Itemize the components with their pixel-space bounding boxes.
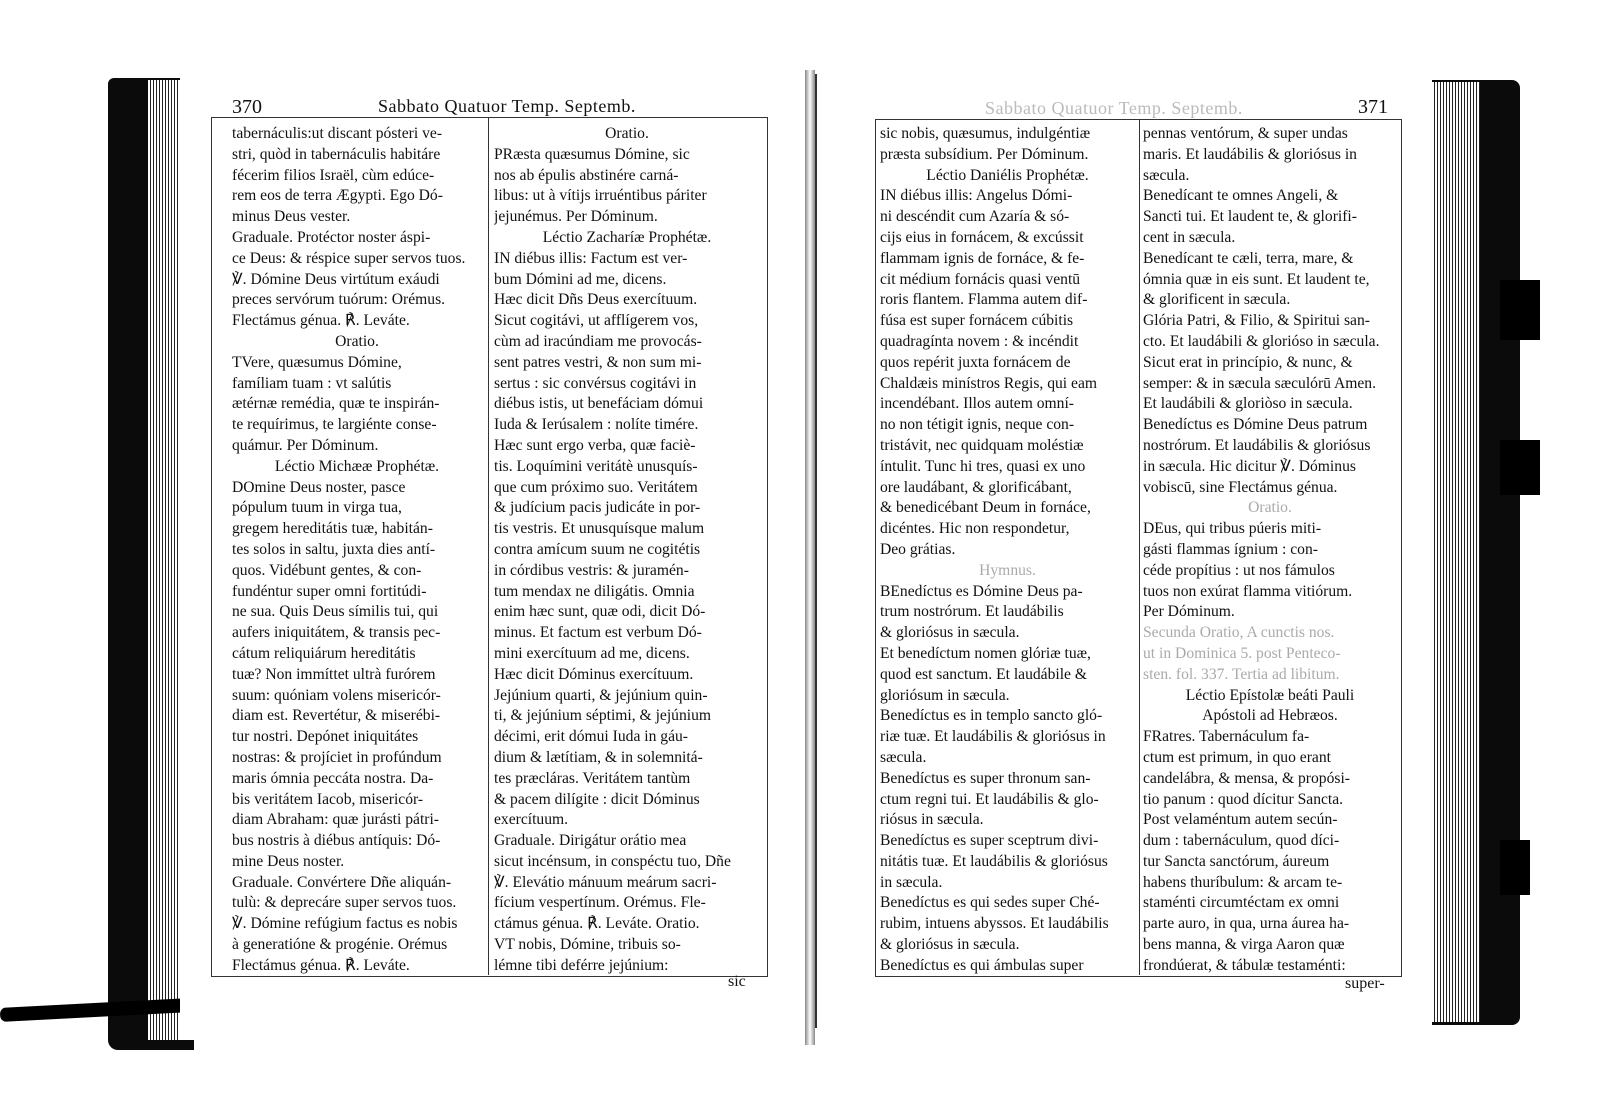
text-line: Post velaméntum autem secún-: [1143, 811, 1338, 829]
text-line: Oratio.: [605, 125, 649, 142]
left-page-column-1: [232, 124, 482, 977]
text-line: Graduale. Dirigátur orátio mea: [494, 832, 687, 850]
text-line: habens thuríbulum: & arcam te-: [1143, 873, 1343, 891]
text-line: ℣. Dómine refúgium factus es nobis: [232, 915, 458, 933]
text-line: Et laudábili & gloriòso in sæcula.: [1143, 395, 1353, 413]
text-line: bis veritátem Iacob, misericór-: [232, 790, 424, 808]
text-line: semper: & in sæcula sæculórū Amen.: [1143, 374, 1377, 392]
text-line: maris ómnia peccáta nostra. Da-: [232, 769, 434, 787]
bookmark-tab: [1500, 440, 1540, 495]
text-line: diébus istis, ut benefáciam dómui: [494, 395, 704, 413]
text-line: cent in sæcula.: [1143, 228, 1236, 246]
text-line: sent patres vestri, & non sum mi-: [494, 353, 702, 371]
text-line: & benedicébant Deum in fornáce,: [880, 499, 1091, 517]
bookmark-tab: [1500, 280, 1540, 340]
text-line: bus nostris à diébus antíquis: Dó-: [232, 832, 441, 850]
text-line: & gloriósus in sæcula.: [880, 936, 1020, 954]
text-line: Iuda & Ierúsalem : nolíte timére.: [494, 416, 699, 434]
catchword-right: super-: [1345, 975, 1385, 992]
text-line: Sancti tui. Et laudent te, & glorifi-: [1143, 208, 1357, 226]
text-line: nostrórum. Et laudábilis & gloriósus: [1143, 436, 1371, 454]
text-line: IN diébus illis: Angelus Dómi-: [880, 187, 1073, 205]
text-line: Benedíctus es Dómine Deus patrum: [1143, 416, 1368, 434]
text-line: cùm ad iracúndiam me provocás-: [494, 332, 702, 350]
text-line: contra amícum suum ne cogitétis: [494, 540, 701, 558]
text-line: ce Deus: & réspice super servos tuos.: [232, 249, 466, 267]
text-line: Chaldæis minístros Regis, qui eam: [880, 374, 1098, 392]
text-line: Léctio Michææ Prophétæ.: [274, 457, 440, 475]
text-line: fícium vespertínum. Orémus. Fle-: [494, 894, 706, 912]
text-line: ctámus génua. ℟. Leváte. Oratio.: [494, 915, 700, 933]
text-line: BEnedíctus es Dómine Deus pa-: [880, 582, 1083, 600]
text-line: tabernáculis:ut discant pósteri ve-: [232, 125, 443, 142]
text-line: sicut incénsum, in conspéctu tuo, Dñe: [494, 852, 731, 870]
text-line: dicéntes. Hic non respondetur,: [880, 520, 1070, 538]
text-line: famíliam tuam : vt salútis: [232, 374, 392, 392]
text-line: quámur. Per Dóminum.: [232, 436, 379, 454]
text-line: enim hæc sunt, quæ odi, dicit Dó-: [494, 603, 706, 621]
right-page-column-1: [880, 124, 1135, 977]
text-line: Léctio Daniélis Prophétæ.: [926, 166, 1089, 184]
page-number-left: 370: [232, 96, 262, 118]
text-line: præsta subsídium. Per Dóminum.: [880, 145, 1089, 163]
text-line: Graduale. Convértere Dñe aliquán-: [232, 873, 452, 891]
text-line: ut in Dominica 5. post Penteco-: [1143, 644, 1341, 662]
text-line: incendébant. Illos autem omní-: [880, 395, 1075, 413]
text-line: tio panum : quod dícitur Sancta.: [1143, 790, 1344, 808]
text-line: mini exercítuum ad me, dicens.: [494, 644, 690, 662]
text-line: maris. Et laudábilis & gloriósus in: [1143, 145, 1357, 163]
text-line: ctum est primum, in quo erant: [1143, 748, 1331, 766]
text-line: tis. Loquímini veritátè unusquís-: [494, 457, 698, 475]
text-line: Flectámus génua. ℟. Leváte.: [232, 312, 410, 330]
text-line: Graduale. Protéctor noster áspi-: [232, 228, 431, 246]
text-line: parte auro, in qua, urna áurea ha-: [1143, 915, 1350, 933]
text-line: Oratio.: [1248, 499, 1292, 517]
text-line: FRatres. Tabernáculum fa-: [1143, 728, 1310, 746]
text-line: Per Dóminum.: [1143, 603, 1235, 621]
text-line: cátum reliquiárum hereditátis: [232, 644, 416, 662]
text-line: diam Abraham: quæ jurásti pátri-: [232, 811, 440, 829]
text-line: minus Deus vester.: [232, 208, 351, 226]
text-line: diam est. Revertétur, & miserébi-: [232, 707, 441, 725]
text-line: ctum regni tui. Et laudábilis & glo-: [880, 790, 1099, 808]
text-line: preces servórum tuórum: Orémus.: [232, 291, 446, 309]
text-line: frondúerat, & tábulæ testaménti:: [1143, 956, 1346, 974]
text-line: VT nobis, Dómine, tribuis so-: [494, 936, 681, 954]
text-line: quadragínta novem : & incéndit: [880, 332, 1079, 350]
text-line: te requírimus, te largiénte conse-: [232, 416, 437, 434]
text-line: candelábra, & mensa, & propósi-: [1143, 769, 1350, 787]
text-line: quos. Vidébunt gentes, & con-: [232, 561, 422, 579]
text-line: mine Deus noster.: [232, 852, 345, 870]
text-line: tur Sancta sanctórum, áureum: [1143, 852, 1330, 870]
text-line: ℣. Elevátio mánuum meárum sacri-: [494, 873, 717, 891]
text-line: & judícium pacis judicáte in por-: [494, 499, 701, 517]
text-line: sten. fol. 337. Tertia ad libitum.: [1143, 665, 1340, 683]
text-line: ætérnæ remédia, quæ te inspirán-: [232, 395, 440, 413]
text-line: in sæcula.: [880, 873, 943, 891]
text-line: tur nostri. Depónet iniquitátes: [232, 728, 419, 746]
text-line: Sicut erat in princípio, & nunc, &: [1143, 353, 1353, 371]
text-line: nitátis tuæ. Et laudábilis & gloriósus: [880, 852, 1108, 870]
text-line: que cum próximo suo. Veritátem: [494, 478, 698, 496]
text-line: Léctio Zacharíæ Prophétæ.: [542, 228, 712, 246]
right-page-column-2: [1143, 124, 1397, 977]
column-rule-right: [1139, 119, 1140, 975]
text-line: riæ tuæ. Et laudábilis & gloriósus in: [880, 728, 1106, 746]
text-line: nos ab épulis abstinére carná-: [494, 166, 679, 184]
text-line: PRæsta quæsumus Dómine, sic: [494, 145, 690, 163]
text-line: Benedíctus es qui sedes super Ché-: [880, 894, 1100, 912]
text-line: exercítuum.: [494, 811, 569, 829]
text-line: rubim, intuens abyssos. Et laudábilis: [880, 915, 1109, 933]
text-line: ti, & jejúnium séptimi, & jejúnium: [494, 707, 712, 725]
text-line: & glorificent in sæcula.: [1143, 291, 1291, 309]
text-line: ómnia quæ in eis sunt. Et laudent te,: [1143, 270, 1370, 288]
text-line: Hæc sunt ergo verba, quæ faciè-: [494, 436, 696, 454]
text-line: Secunda Oratio, A cunctis nos.: [1143, 624, 1335, 642]
text-line: sæcula.: [880, 748, 927, 766]
book-gutter: [805, 70, 815, 1045]
text-line: stri, quòd in tabernáculis habitáre: [232, 145, 441, 163]
text-line: roris flantem. Flamma autem dif-: [880, 291, 1088, 309]
text-line: cit médium fornácis quasi ventū: [880, 270, 1081, 288]
text-line: quos repérit juxta fornácem de: [880, 353, 1071, 371]
text-line: & gloriósus in sæcula.: [880, 624, 1020, 642]
text-line: Léctio Epístolæ beáti Pauli: [1185, 686, 1355, 704]
text-line: ore laudábant, & glorificábant,: [880, 478, 1072, 496]
text-line: Benedícant te cæli, terra, mare, &: [1143, 249, 1354, 267]
text-line: no non tétigit ignis, neque con-: [880, 416, 1075, 434]
running-head-right: Sabbato Quatuor Temp. Septemb.: [985, 98, 1243, 118]
text-line: cijs eius in fornácem, & excússit: [880, 228, 1084, 246]
text-line: DEus, qui tribus púeris miti-: [1143, 520, 1322, 538]
text-line: tis vestris. Et unusquísque malum: [494, 520, 705, 538]
text-line: Oratio.: [335, 332, 379, 350]
text-line: tuos non exúrat flamma vitiórum.: [1143, 582, 1353, 600]
text-line: Hæc dicit Dóminus exercítuum.: [494, 665, 694, 683]
text-line: libus: ut à vítijs irruéntibus páriter: [494, 187, 707, 205]
text-line: DOmine Deus noster, pasce: [232, 478, 406, 496]
text-line: staménti circumtéctam ex omni: [1143, 894, 1340, 912]
text-line: aufers iniquitátem, & transis pec-: [232, 624, 441, 642]
catchword-left: sic: [728, 973, 746, 990]
text-line: trum nostrórum. Et laudábilis: [880, 603, 1064, 621]
text-line: Benedíctus es super sceptrum divi-: [880, 832, 1099, 850]
text-line: Deo grátias.: [880, 540, 956, 558]
text-line: quod est sanctum. Et laudábile &: [880, 665, 1088, 683]
page-number-right: 371: [1358, 96, 1388, 118]
text-line: in sæcula. Hic dicitur ℣. Dóminus: [1143, 457, 1356, 475]
left-page-column-2: [494, 124, 760, 977]
text-line: Benedíctus es qui ámbulas super: [880, 956, 1084, 974]
text-line: pennas ventórum, & super undas: [1143, 125, 1348, 142]
column-rule-left: [488, 117, 489, 975]
running-head-left: Sabbato Quatuor Temp. Septemb.: [378, 96, 636, 116]
text-line: sæcula.: [1143, 166, 1190, 184]
bookmark-tab: [1500, 840, 1530, 895]
text-line: in córdibus vestris: & juramén-: [494, 561, 689, 579]
text-line: vobiscū, sine Flectámus génua.: [1143, 478, 1338, 496]
text-line: cto. Et laudábili & glorióso in sæcula.: [1143, 332, 1380, 350]
text-line: fúsa est super fornácem cúbitis: [880, 312, 1074, 330]
text-line: flammam ignis de fornáce, & fe-: [880, 249, 1085, 267]
text-line: tristávit, nec quidquam moléstiæ: [880, 436, 1084, 454]
text-line: tes solos in saltu, juxta dies antí-: [232, 540, 436, 558]
text-line: Benedíctus es in templo sancto gló-: [880, 707, 1103, 725]
text-line: ℣. Dómine Deus virtútum exáudi: [232, 270, 440, 288]
text-line: Benedícant te omnes Angeli, &: [1143, 187, 1339, 205]
text-line: céde propítius : ut nos fámulos: [1143, 561, 1335, 579]
text-line: Glória Patri, & Filio, & Spiritui san-: [1143, 312, 1370, 330]
text-line: à generatióne & progénie. Orémus: [232, 936, 448, 954]
text-line: gloriósum in sæcula.: [880, 686, 1010, 704]
text-line: ni descéndit cum Azaría & só-: [880, 208, 1070, 226]
text-line: Flectámus génua. ℟. Leváte.: [232, 956, 410, 974]
text-line: tum mendax ne diligátis. Omnia: [494, 582, 695, 600]
text-line: IN diébus illis: Factum est ver-: [494, 249, 688, 267]
text-line: riósus in sæcula.: [880, 811, 984, 829]
text-line: Benedíctus es super thronum san-: [880, 769, 1091, 787]
text-line: tuæ? Non immíttet ultrà furórem: [232, 665, 436, 683]
text-line: suum: quóniam volens misericór-: [232, 686, 441, 704]
text-line: Apóstoli ad Hebræos.: [1202, 707, 1338, 725]
text-line: pópulum tuum in virga tua,: [232, 499, 402, 517]
text-line: dium & lætítiam, & in solemnitá-: [494, 748, 703, 766]
text-line: fundéntur super omni fortitúdi-: [232, 582, 427, 600]
text-line: tes præcláras. Veritátem tantùm: [494, 769, 691, 787]
text-line: minus. Et factum est verbum Dó-: [494, 624, 702, 642]
text-line: ne sua. Quis Deus símilis tui, qui: [232, 603, 439, 621]
text-line: dum : tabernáculum, quod díci-: [1143, 832, 1340, 850]
text-line: fécerim filios Israël, cùm edúce-: [232, 166, 435, 184]
text-line: sic nobis, quæsumus, indulgéntiæ: [880, 125, 1091, 142]
text-line: íntulit. Tunc hi tres, quasi ex uno: [880, 457, 1086, 475]
text-line: Jejúnium quarti, & jejúnium quin-: [494, 686, 708, 704]
text-line: décimi, erit dómui Iuda in gáu-: [494, 728, 689, 746]
text-line: gásti flammas ígnium : con-: [1143, 540, 1318, 558]
text-line: & pacem dilígite : dicit Dóminus: [494, 790, 700, 808]
text-line: jejunémus. Per Dóminum.: [494, 208, 658, 226]
text-line: tulù: & deprecáre super servos tuos.: [232, 894, 457, 912]
text-line: Sicut cogitávi, ut afflígerem vos,: [494, 312, 699, 330]
text-line: bens manna, & virga Aaron quæ: [1143, 936, 1345, 954]
text-line: lémne tibi deférre jejúnium:: [494, 956, 669, 974]
text-line: Et benedíctum nomen glóriæ tuæ,: [880, 644, 1091, 662]
text-line: TVere, quæsumus Dómine,: [232, 353, 402, 371]
text-line: bum Dómini ad me, dicens.: [494, 270, 667, 288]
text-line: rem eos de terra Ægypti. Ego Dó-: [232, 187, 443, 205]
text-line: gregem hereditátis tuæ, habitán-: [232, 520, 433, 538]
text-line: sertus : sic convérsus cogitávi in: [494, 374, 697, 392]
text-line: Hymnus.: [979, 561, 1036, 579]
text-line: nostras: & projíciet in profúndum: [232, 748, 442, 766]
text-line: Hæc dicit Dñs Deus exercítuum.: [494, 291, 698, 309]
